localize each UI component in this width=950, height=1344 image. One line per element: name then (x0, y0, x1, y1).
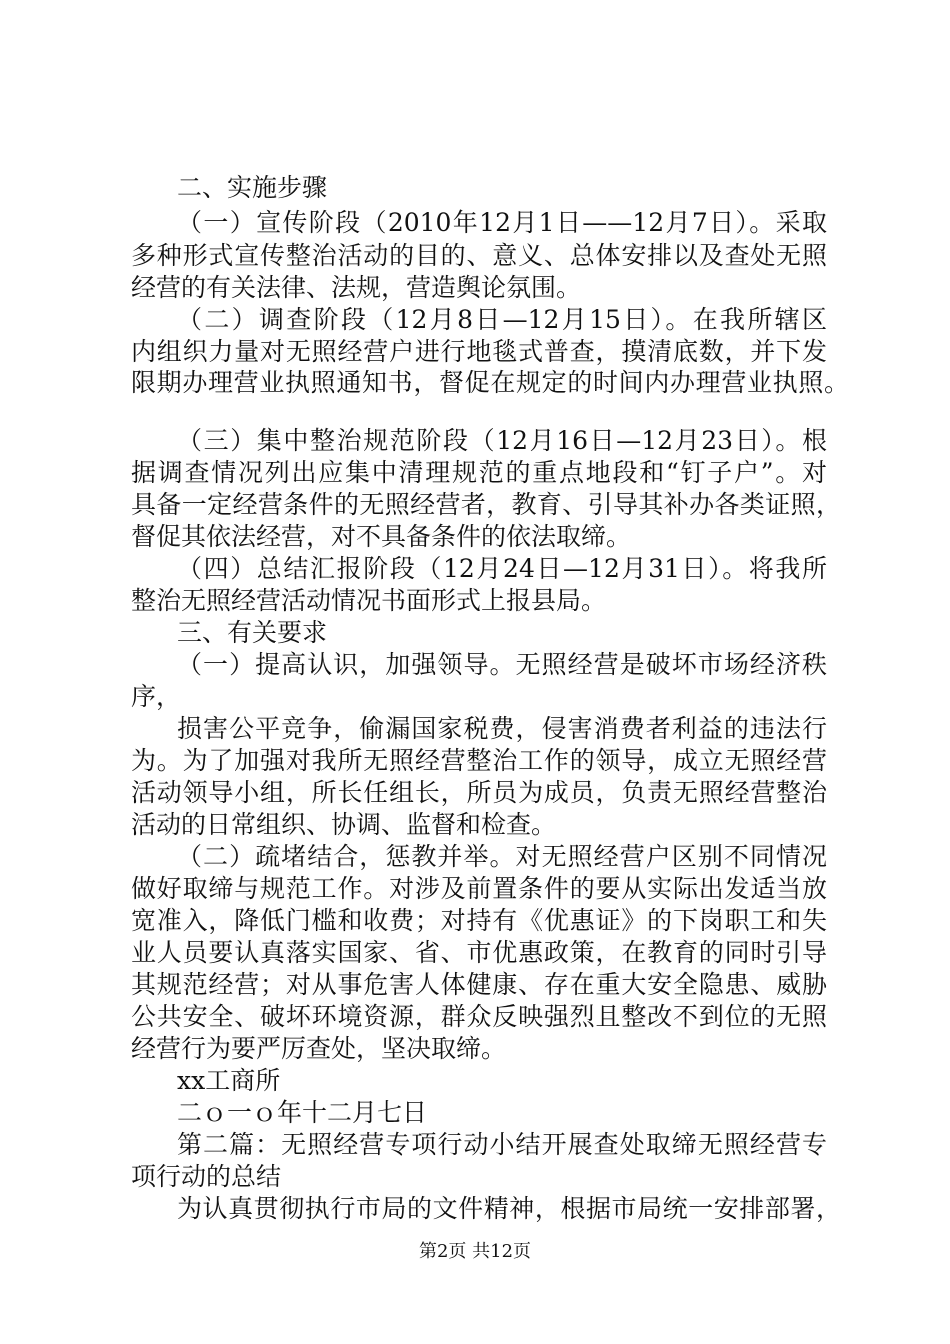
paragraph-line: （四）总结汇报阶段（12月24日—12月31日）。将我所 (177, 554, 827, 583)
paragraph-line: 做好取缔与规范工作。对涉及前置条件的要从实际出发适当放 (131, 874, 827, 903)
chapter-title-line: 第二篇：无照经营专项行动小结开展查处取缔无照经营专 (177, 1130, 827, 1159)
section-heading-implementation-steps: 二、实施步骤 (177, 173, 328, 202)
paragraph-line: （一）提高认识，加强领导。无照经营是破坏市场经济秩 (177, 650, 827, 679)
paragraph-line: （三）集中整治规范阶段（12月16日—12月23日）。根 (177, 426, 827, 455)
paragraph-line: 为。为了加强对我所无照经营整治工作的领导，成立无照经营 (131, 746, 827, 775)
signature-date: 二ｏ一ｏ年十二月七日 (177, 1098, 428, 1127)
paragraph-line: 业人员要认真落实国家、省、市优惠政策，在教育的同时引导 (131, 938, 827, 967)
paragraph-line: 经营行为要严厉查处，坚决取缔。 (131, 1034, 507, 1063)
paragraph-line: 经营的有关法律、法规，营造舆论氛围。 (131, 273, 582, 302)
paragraph-line: 限期办理营业执照通知书，督促在规定的时间内办理营业执照。 (131, 368, 849, 397)
section-heading-requirements: 三、有关要求 (177, 618, 328, 647)
paragraph-line: 活动领导小组，所长任组长，所员为成员，负责无照经营整治 (131, 778, 827, 807)
paragraph-line: （一）宣传阶段（2010年12月1日——12月7日）。采取 (177, 208, 827, 237)
paragraph-line: 为认真贯彻执行市局的文件精神，根据市局统一安排部署， (177, 1194, 841, 1223)
paragraph-line: （二）疏堵结合，惩教并举。对无照经营户区别不同情况 (177, 842, 827, 871)
paragraph-line: 序， (131, 682, 182, 711)
paragraph-line: 多种形式宣传整治活动的目的、意义、总体安排以及查处无照 (131, 241, 827, 270)
paragraph-line: 损害公平竞争，偷漏国家税费，侵害消费者利益的违法行 (177, 714, 827, 743)
paragraph-line: 整治无照经营活动情况书面形式上报县局。 (131, 586, 607, 615)
paragraph-line: 活动的日常组织、协调、监督和检查。 (131, 810, 557, 839)
paragraph-line: 内组织力量对无照经营户进行地毯式普查，摸清底数，并下发 (131, 337, 827, 366)
page-number-footer: 第2页 共12页 (418, 1241, 532, 1262)
paragraph-line: 具备一定经营条件的无照经营者，教育、引导其补办各类证照， (131, 490, 841, 519)
paragraph-line: 宽准入，降低门槛和收费；对持有《优惠证》的下岗职工和失 (131, 906, 827, 935)
paragraph-line: 其规范经营；对从事危害人体健康、存在重大安全隐患、威胁 (131, 970, 827, 999)
chapter-title-line: 项行动的总结 (131, 1162, 282, 1191)
paragraph-line: 督促其依法经营，对不具备条件的依法取缔。 (131, 522, 632, 551)
paragraph-line: 公共安全、破坏环境资源，群众反映强烈且整改不到位的无照 (131, 1002, 827, 1031)
signature-organization: xx工商所 (177, 1066, 281, 1095)
paragraph-line: （二）调查阶段（12月8日—12月15日）。在我所辖区 (177, 305, 827, 334)
paragraph-line: 据调查情况列出应集中清理规范的重点地段和“钉子户”。对 (131, 458, 827, 487)
